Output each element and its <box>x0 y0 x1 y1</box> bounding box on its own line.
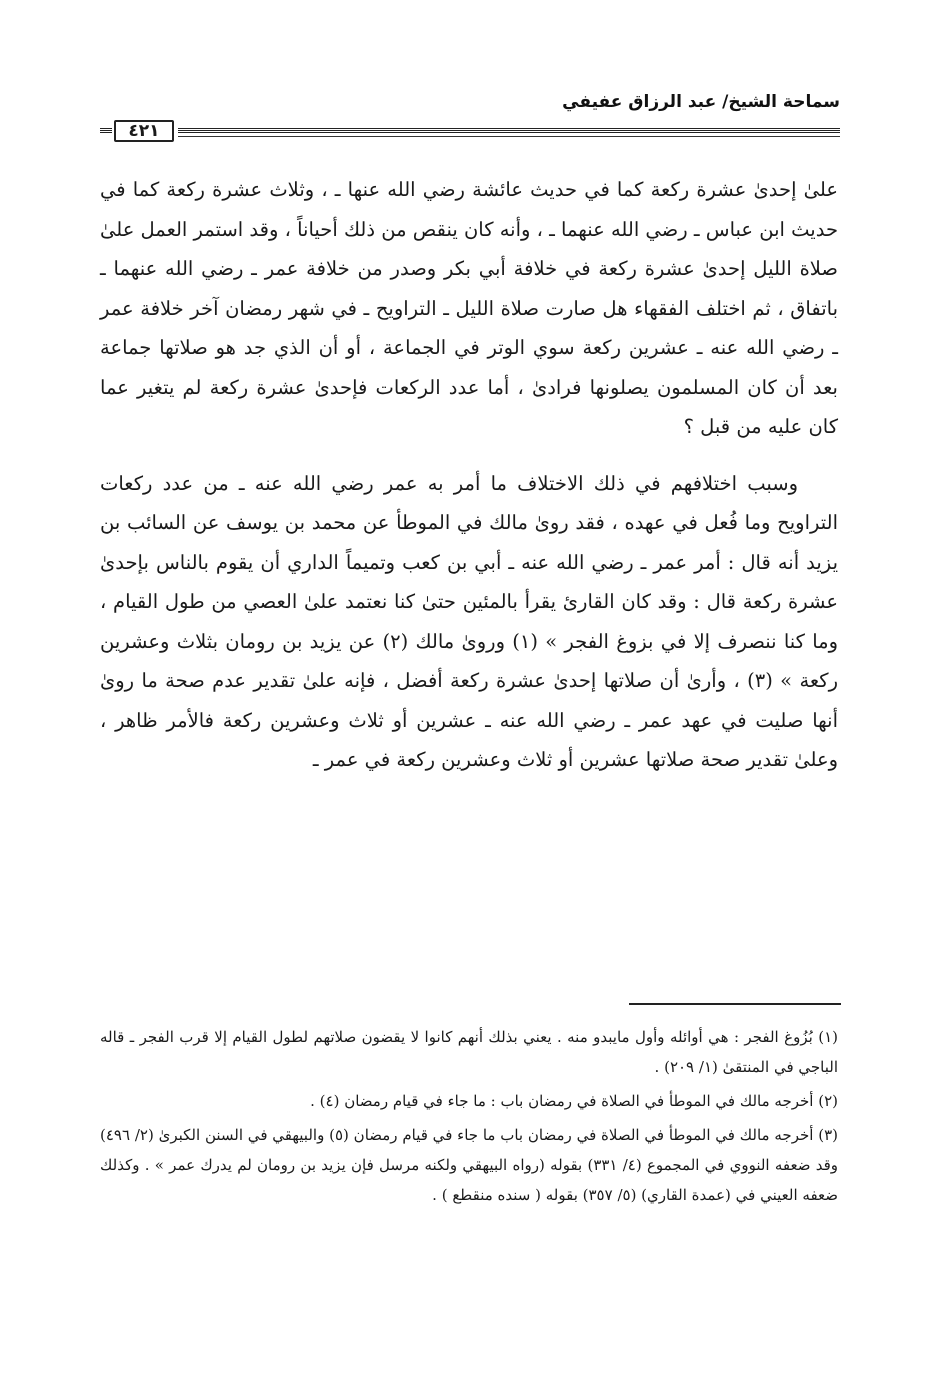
running-head: سماحة الشيخ/ عبد الرزاق عفيفي <box>562 92 840 112</box>
footnote-number: (٣) <box>818 1126 838 1144</box>
paragraph-1: علىٰ إحدىٰ عشرة ركعة كما في حديث عائشة رضي الله عنها ـ ، وثلاث عشرة ركعة كما في حديث ابن عباس ـ رضي الله عنهما ـ ، وأنه كان ينقص من ذلك أحياناً ، وقد استمر العمل علىٰ صلاة الليل إحدىٰ عشرة ركعة في خلافة أبي بكر وصدر من خلافة عمر ـ رضي الله عنهما ـ باتفاق ، ثم اختلف الفقهاء هل صارت صلاة الليل ـ التراويح ـ في شهر رمضان آخر خلافة عمر ـ رضي الله عنه ـ عشرين ركعة سوي الوتر في الجماعة ، أو أن الذي جد هو صلاتها جماعة بعد أن كان المسلمون يصلونها فرادىٰ ، أما عدد الركعات فإحدىٰ عشرة ركعة لم يتغير عما كان عليه من قبل ؟ <box>100 178 838 438</box>
footnote-1 <box>100 1022 838 1082</box>
header-rule-left <box>100 128 112 134</box>
footnote-text: أخرجه مالك في الموطأ في الصلاة في رمضان باب ما جاء في قيام رمضان (٥) والبيهقي في السنن الكبرىٰ (٢/ ٤٩٦) وقد ضعفه النووي في المجموع (٤/ ٣٣١) بقوله (رواه البيهقي ولكنه مرسل فإن يزيد بن رومان لم يدرك عمر » . وكذلك ضعفه العيني في (عمدة القاري) (٥/ ٣٥٧) بقوله ( سنده منقطع ) . <box>100 1126 838 1204</box>
footnote-number: (٢) <box>818 1092 838 1110</box>
header-rule <box>100 120 840 144</box>
page-header <box>100 92 840 152</box>
footnote-text: بُزُوغ الفجر : هي أوائله وأول مايبدو منه . يعني بذلك أنهم كانوا لا يقضون صلاتهم لطول القيام إلا قرب الفجر ـ قاله الباجي في المنتقىٰ (١/ ٢٠٩) . <box>100 1028 838 1076</box>
main-text <box>100 170 838 780</box>
header-rule-thick <box>178 128 840 134</box>
footnote-separator <box>629 1003 841 1005</box>
footnote-number: (١) <box>818 1028 838 1046</box>
header-rule-thin <box>178 136 840 137</box>
footnotes <box>100 1022 838 1214</box>
paragraph-2: وسبب اختلافهم في ذلك الاختلاف ما أمر به عمر رضي الله عنه ـ من عدد ركعات التراويح وما فُعل في عهده ، فقد روىٰ مالك في الموطأ عن محمد بن يوسف عن السائب بن يزيد أنه قال : أمر عمر ـ رضي الله عنه ـ أبي بن كعب وتميماً الداري أن يقوم بالناس بإحدىٰ عشرة ركعة قال : وقد كان القارئ يقرأ بالمئين حتىٰ كنا نعتمد علىٰ العصي من طول القيام ، وما كنا ننصرف إلا في بزوغ الفجر » (١) وروىٰ مالك (٢) عن يزيد بن رومان بثلاث وعشرين ركعة » (٣) ، وأرىٰ أن صلاتها إحدىٰ عشرة ركعة أفضل ، فإنه علىٰ تقدير عدم صحة ما روىٰ أنها صليت في عهد عمر ـ رضي الله عنه ـ عشرين أو ثلاث وعشرين ركعة فالأمر ظاهر ، وعلىٰ تقدير صحة صلاتها عشرين أو ثلاث وعشرين ركعة في عمر ـ <box>100 471 839 771</box>
footnote-2 <box>100 1086 838 1116</box>
footnote-3 <box>100 1120 838 1210</box>
footnote-text: أخرجه مالك في الموطأ في الصلاة في رمضان باب : ما جاء في قيام رمضان (٤) . <box>310 1092 814 1110</box>
page-number: ٤٢١ <box>114 120 174 142</box>
